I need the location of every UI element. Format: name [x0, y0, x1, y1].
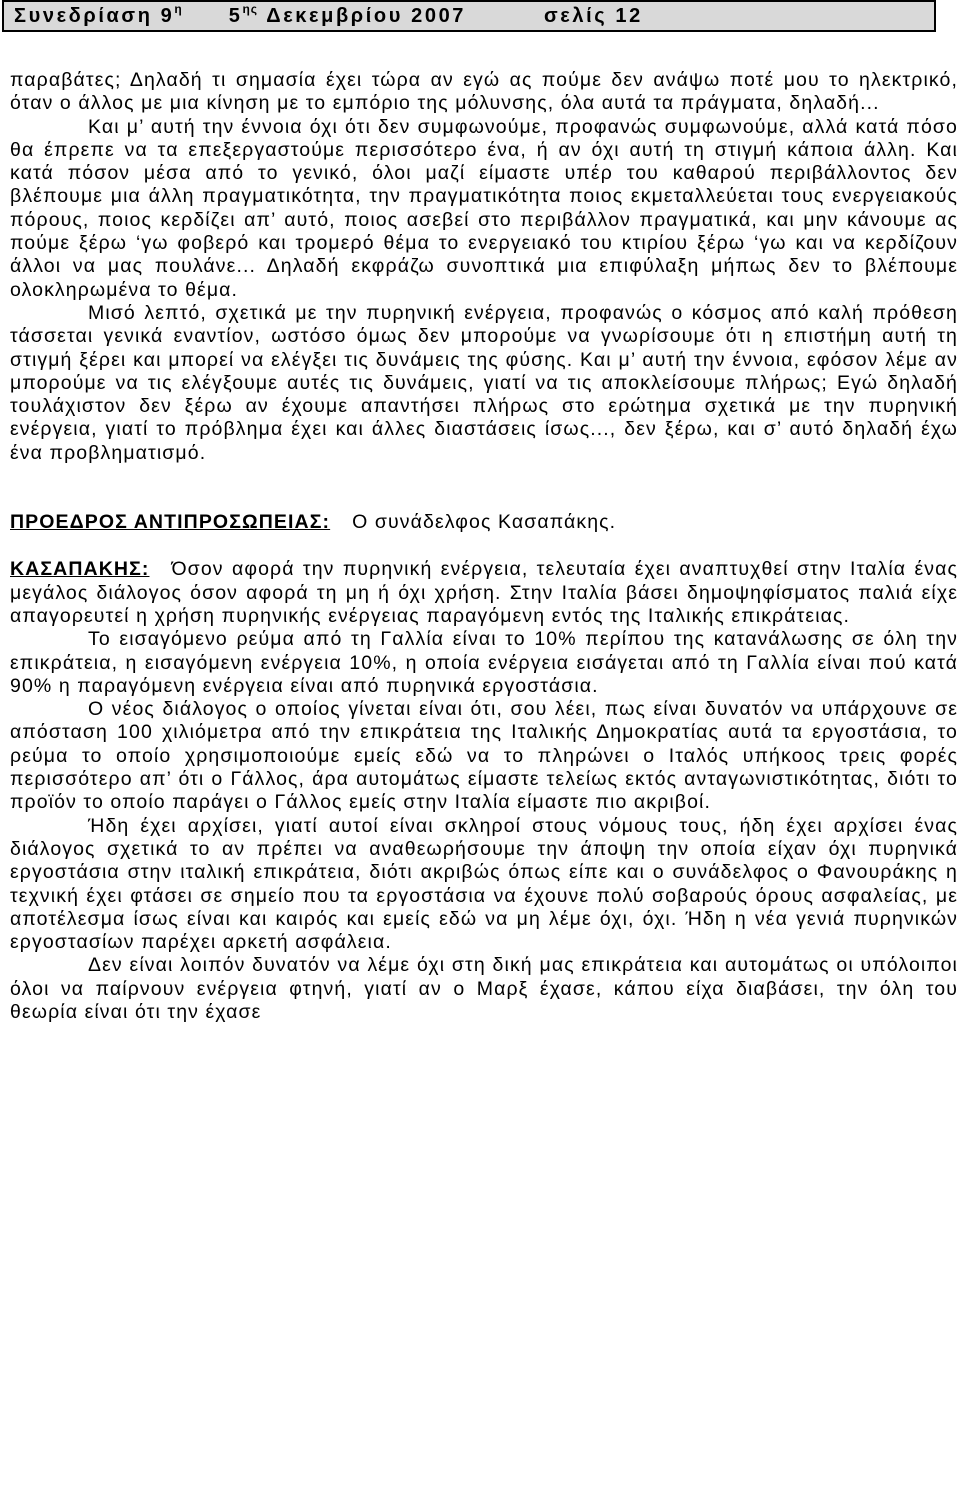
speaker-text: Όσον αφορά την πυρηνική ενέργεια, τελευταία έχει αναπτυχθεί στην Ιταλία ένας μεγάλος διάλογος όσον αφορά τη μη ή όχι χρήση. Στην Ιταλία βάσει δημοψηφίσματος παλιά είχε απαγορευτεί η χρήση πυρηνικής ενέργειας παραγόμενη εντός της Ιταλικής επικράτειας.	[10, 558, 958, 627]
paragraph: Μισό λεπτό, σχετικά με την πυρηνική ενέργεια, προφανώς ο κόσμος από καλή πρόθεση τάσσεται γενικά εναντίον, ωστόσο όμως δεν μπορούμε να γνωρίσουμε ότι η επιστήμη αυτή τη στιγμή ξέρει και μπορεί να ελέγξει τις δυνάμεις της φύσης. Και μ’ αυτή την έννοια, εφόσον λέμε αν μπορούμε να τις ελέγξουμε αυτές τις δυνάμεις, γιατί να τις αποκλείσουμε πλήρως; Εγώ δηλαδή τουλάχιστον δεν ξέρω αν έχουμε απαντήσει πλήρως στο ερώτημα σχετικά με την πυρηνική ενέργεια, γιατί το πρόβλημα έχει και άλλες διαστάσεις ίσως..., δεν ξέρω, και σ’ αυτό δηλαδή έχω ένα προβληματισμό.	[10, 301, 958, 464]
page-number: σελίς 12	[544, 4, 643, 27]
speaker-name: ΠΡΟΕΔΡΟΣ ΑΝΤΙΠΡΟΣΩΠΕΙΑΣ:	[10, 511, 331, 534]
transcript-body	[10, 69, 958, 1024]
speaker-text: Ο συνάδελφος Κασαπάκης.	[352, 511, 617, 534]
paragraph: Και μ’ αυτή την έννοια όχι ότι δεν συμφωνούμε, προφανώς συμφωνούμε, αλλά κατά πόσο θα έπρεπε να τα επεξεργαστούμε περισσότερο ένα, ή αν όχι αυτή τη στιγμή κάποια άλλη. Και κατά πόσον μέσα από το γενικό, όλοι μαζί είμαστε υπέρ του καθαρού περιβάλλοντος δεν βλέπουμε μια άλλη πραγματικότητα, την πραγματικότητα ποιος εκμεταλλεύεται τους ενεργειακούς πόρους, ποιος κερδίζει απ’ αυτό, ποιος ασεβεί στο περιβάλλον πραγματικά, και μην κάνουμε ας πούμε ξέρω ‘γω φοβερό και τρομερό θέμα το ενεργειακό του κτιρίου ξέρω ‘γω και να κερδίζουν άλλοι να μας πουλάνε... Δηλαδή εκφράζω συνοπτικά μια επιφύλαξη μήπως δεν το βλέπουμε ολοκληρωμένα το θέμα.	[10, 115, 958, 301]
session-date: $5^{\eta\varsigma}$ Δεκεμβρίου 2007	[228, 1, 467, 27]
chair-turn	[10, 511, 958, 534]
paragraph: Δεν είναι λοιπόν δυνατόν να λέμε όχι στη δική μας επικράτεια και αυτομάτως οι υπόλοιποι όλοι να παίρνουν ενέργεια φτηνή, γιατί αν ο Μαρξ έχασε, κάπου είχα διαβάσει, την όλη του θεωρία είναι ότι την έχασε	[10, 954, 958, 1023]
paragraph: Το εισαγόμενο ρεύμα από τη Γαλλία είναι το 10% περίπου της κατανάλωσης σε όλη την επικράτεια, η εισαγόμενη ενέργεια 10%, η οποία ενέργεια εισάγεται από τη Γαλλία είναι πού κατά 90% η παραγόμενη ενέργεια είναι από πυρηνικά εργοστάσια.	[10, 628, 958, 697]
paragraph: Ο νέος διάλογος ο οποίος γίνεται είναι ότι, σου λέει, πως είναι δυνατόν να υπάρχουνε σε απόσταση 100 χιλιόμετρα από την επικράτεια της Ιταλικής Δημοκρατίας αυτά τα εργοστάσια, το ρεύμα το οποίο χρησιμοποιούμε εμείς εδώ να το πληρώνει ο Ιταλός υπήκοος τρεις φορές περισσότερο απ’ ότι ο Γάλλος, άρα αυτομάτως είμαστε τελείως εκτός ανταγωνιστικότητας, διότι το προϊόν το οποίο παράγει ο Γάλλος εμείς στην Ιταλία είμαστε πιο ακριβοί.	[10, 698, 958, 814]
kasapakis-turn	[10, 558, 958, 628]
paragraph: Ήδη έχει αρχίσει, γιατί αυτοί είναι σκληροί στους νόμους τους, ήδη έχει αρχίσει ένας διάλογος σχετικά το αν πρέπει να αναθεωρήσουμε την άποψη την οποία είχαν όχι πυρηνικά εργοστάσια στην ιταλική επικράτεια, διότι ακριβώς όπως είπε και ο συνάδελφος ο Φανουράκης η τεχνική έχει φτάσει σε σημείο που τα εργοστάσια να έχουνε πολύ σοβαρούς όρους ασφαλείας, με αποτέλεσμα ίσως είναι και καιρός και εμείς εδώ να μη λέμε όχι, όχι. Ήδη η νέα γενιά πυρηνικών εργοστασίων παρέχει αρκετή ασφάλεια.	[10, 814, 958, 954]
speaker-name: ΚΑΣΑΠΑΚΗΣ:	[10, 558, 150, 581]
page-header	[2, 0, 936, 32]
paragraph: παραβάτες; Δηλαδή τι σημασία έχει τώρα αν εγώ ας πούμε δεν ανάψω ποτέ μου το ηλεκτρικό, όταν ο άλλος με μια κίνηση με το εμπόριο της μόλυνσης, όλα αυτά τα πράγματα, δηλαδή...	[10, 69, 958, 115]
session-number: Συνεδρίαση $9^\eta$	[14, 1, 183, 27]
